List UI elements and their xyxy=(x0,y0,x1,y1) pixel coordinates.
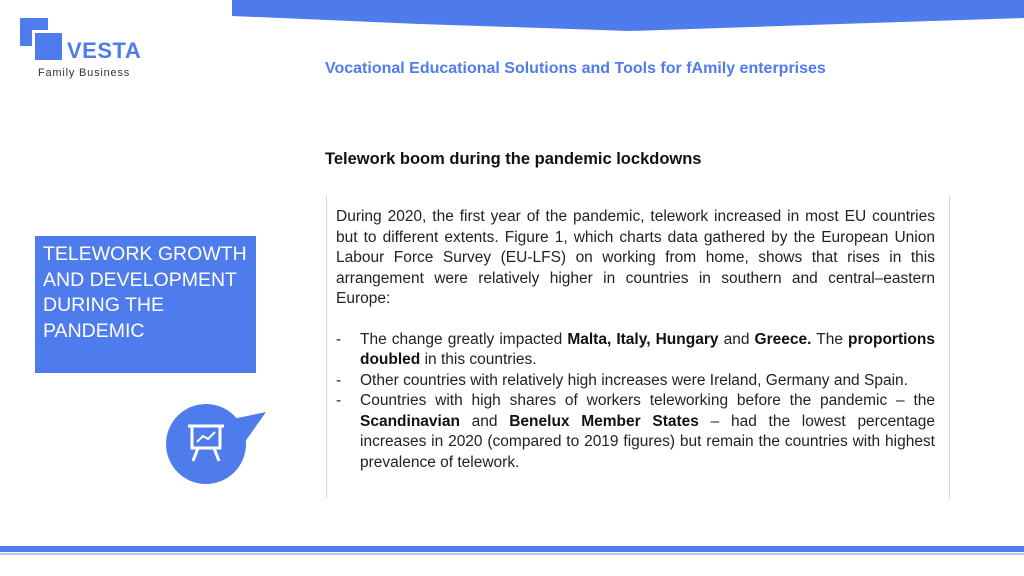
bullet-item: - The change greatly impacted Malta, Italy, Hungary and Greece. The proportions doubled in this countries. xyxy=(336,330,935,371)
topic-box-text: TELEWORK GROWTH AND DEVELOPMENT DURING THE PANDEMIC xyxy=(43,243,247,342)
logo-subtitle: Family Business xyxy=(38,67,131,79)
bottom-bar xyxy=(0,546,1024,552)
presentation-board-icon xyxy=(166,404,268,484)
header-title: Vocational Educational Solutions and Tools for fAmily enterprises xyxy=(325,60,826,77)
logo-square xyxy=(35,33,62,60)
slide-title: Telework boom during the pandemic lockdowns xyxy=(325,150,702,168)
logo-name: VESTA xyxy=(67,38,142,63)
bottom-bar-thin xyxy=(0,553,1024,555)
content-panel xyxy=(326,196,950,498)
bullet-item: - Other countries with relatively high increases were Ireland, Germany and Spain. xyxy=(336,371,935,392)
intro-paragraph: During 2020, the first year of the pandemic, telework increased in most EU countries but to different extents. Figure 1, which charts data gathered by the European Union Labour Force Survey (EU-LFS) on working from home, shows that rises in this arrangement were relatively higher in countries in southern and central–eastern Europe: xyxy=(336,208,935,307)
bullet-item: - Countries with high shares of workers teleworking before the pandemic – the Scandinavian and Benelux Member States – had the lowest percentage increases in 2020 (compared to 2019 figures) but remain the countries with highest prevalence of telework. xyxy=(336,391,935,473)
bullet-list xyxy=(336,330,935,474)
topic-box xyxy=(35,236,256,373)
vesta-logo xyxy=(20,18,170,88)
